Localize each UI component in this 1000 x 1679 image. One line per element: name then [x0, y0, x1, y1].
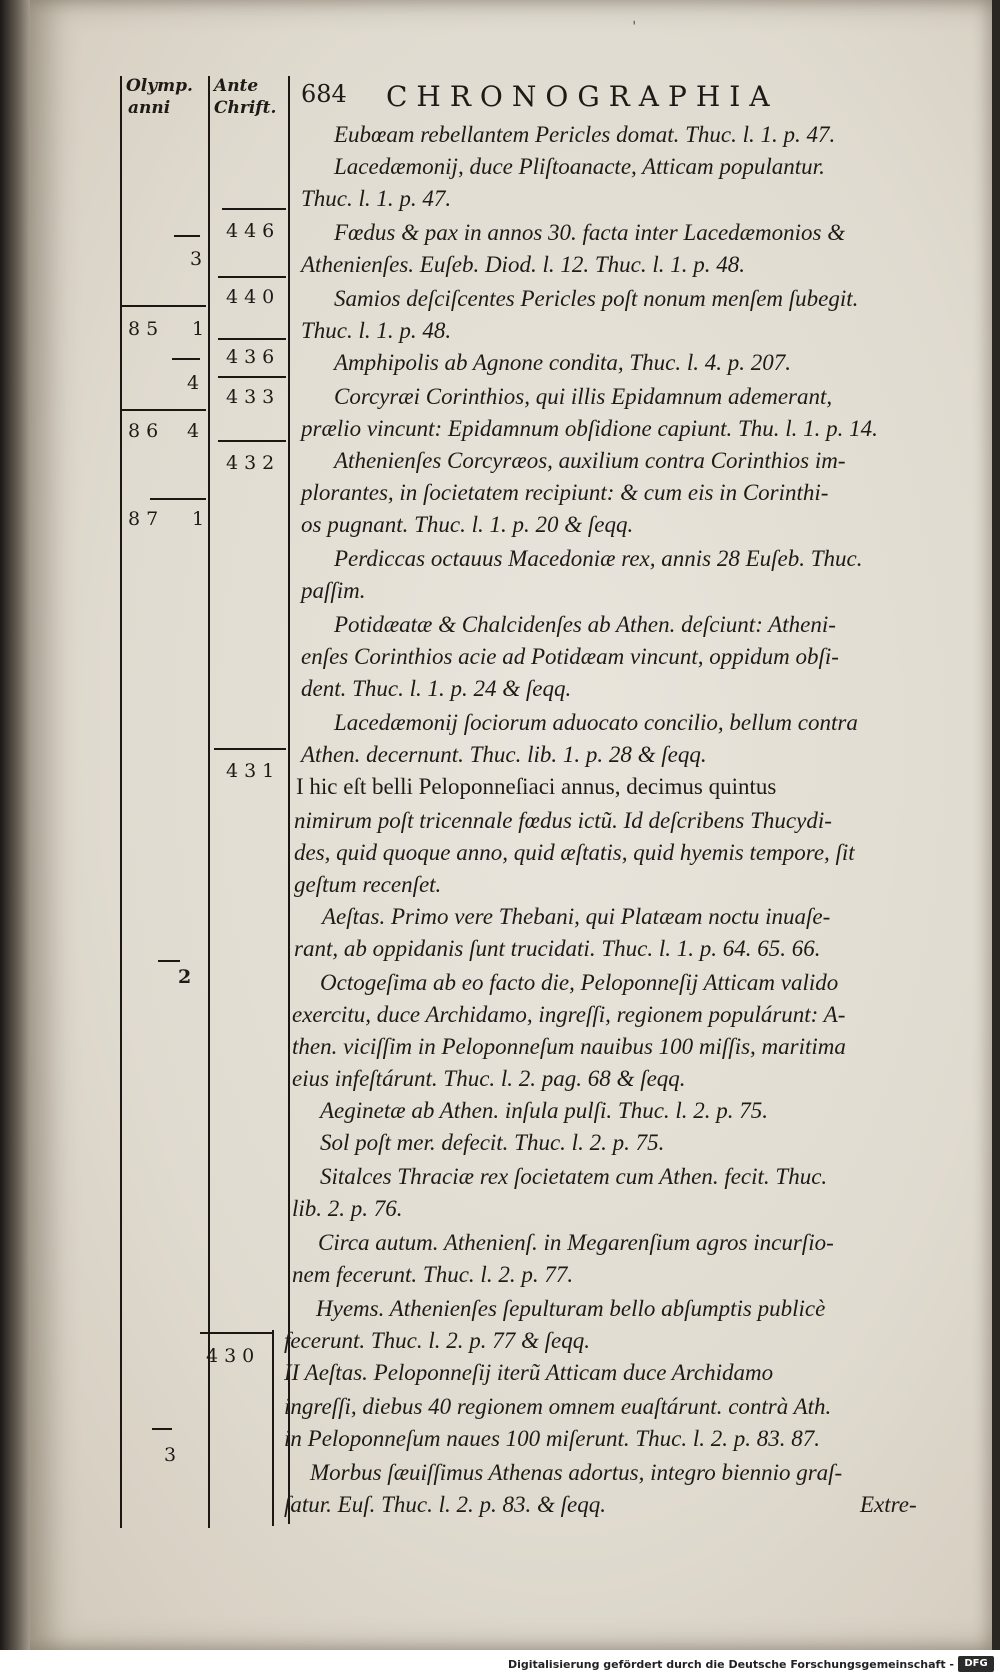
year-number: 433 [226, 386, 281, 408]
text-line: then. viciſſim in Peloponneſum nauibus 100 miſſis, maritima [292, 1034, 846, 1059]
text-line: fecerunt. Thuc. l. 2. p. 77 & ſeqq. [284, 1328, 590, 1353]
olympiad-separator [122, 305, 206, 307]
print-mark: ˈ [632, 18, 637, 37]
text-line: nem fecerunt. Thuc. l. 2. p. 77. [292, 1262, 574, 1287]
year-number: 431 [226, 760, 281, 782]
footer-bar [0, 1650, 1000, 1679]
olympiad-year: 1 [192, 508, 211, 530]
text-line: Lacedæmonij, duce Pliſtoanacte, Atticam populantur. [334, 154, 825, 179]
text-line: II Aeſtas. Peloponneſij iterũ Atticam duce Archidamo [284, 1360, 774, 1385]
text-line: prælio vincunt: Epidamnum obſidione capiunt. Thu. l. 1. p. 14. [301, 416, 878, 441]
year-column-rule-inner [272, 1330, 274, 1526]
text-line: exercitu, duce Archidamo, ingreſſi, regionem populárunt: A- [292, 1002, 846, 1027]
text-line: plorantes, in ſocietatem recipiunt: & cum eis in Corinthi- [301, 480, 829, 505]
olympiad-number: 85 [128, 318, 165, 340]
text-line: dent. Thuc. l. 1. p. 24 & ſeqq. [301, 676, 572, 701]
text-line: Fœdus & pax in annos 30. facta inter Lacedæmonios & [334, 220, 846, 245]
olympiad-year: 3 [164, 1444, 183, 1466]
olympiad-year: 4 [187, 372, 206, 394]
left-margin-rule [120, 76, 122, 1528]
year-dash [172, 358, 200, 360]
column-heading-christ: Chrift. [214, 98, 277, 118]
text-line: Aeſtas. Primo vere Thebani, qui Platæam noctu inuaſe- [322, 904, 831, 929]
text-line: paſſim. [301, 578, 366, 603]
year-separator [200, 1332, 272, 1334]
year-separator [214, 748, 286, 750]
text-line: Samios deſciſcentes Pericles poſt nonum menſem ſubegit. [334, 286, 859, 311]
text-line: des, quid quoque anno, quid æſtatis, quid hyemis tempore, ſit [294, 840, 855, 865]
page-number: 684 [301, 80, 347, 108]
olympiad-separator [150, 498, 206, 500]
year-number: 446 [226, 220, 281, 242]
text-line: geſtum recenſet. [294, 872, 442, 897]
text-line: Thuc. l. 1. p. 48. [301, 318, 452, 343]
text-line: Morbus ſæuiſſimus Athenas adortus, integro biennio graſ- [310, 1460, 843, 1485]
column-heading-ante: Ante [214, 76, 259, 96]
column-heading-anni: anni [128, 98, 171, 118]
text-line: Circa autum. Athenienſ. in Megarenſium agros incurſio- [318, 1230, 834, 1255]
olympiad-year: 4 [187, 420, 206, 442]
year-separator [218, 440, 286, 442]
text-line: Hyems. Athenienſes ſepulturam bello abſumptis publicè [316, 1296, 826, 1321]
text-line: Potidæatæ & Chalcidenſes ab Athen. deſciunt: Atheni- [334, 612, 836, 637]
year-separator [218, 338, 286, 340]
text-line: enſes Corinthios acie ad Potidæam vincunt, oppidum obſi- [301, 644, 839, 669]
text-line: I hic eſt belli Peloponneſiaci annus, decimus quintus [296, 774, 777, 799]
text-line: eius infeſtárunt. Thuc. l. 2. pag. 68 & ſeqq. [292, 1066, 686, 1091]
year-separator [218, 376, 286, 378]
olympiad-column-rule [208, 76, 210, 1528]
olympiad-year: 2 [178, 966, 198, 988]
year-number: 440 [226, 286, 281, 308]
text-line: in Peloponneſum naues 100 miſerunt. Thuc. l. 2. p. 83. 87. [284, 1426, 820, 1451]
footer-credit: Digitalisierung gefördert durch die Deutsche Forschungsgemeinschaft - [507, 1658, 954, 1671]
text-line: ingreſſi, diebus 40 regionem omnem euaſtárunt. contrà Ath. [284, 1394, 832, 1419]
text-line: Lacedæmonij ſociorum aduocato concilio, bellum contra [334, 710, 858, 735]
column-heading-olympiad: Olymp. [126, 76, 193, 96]
year-separator [218, 276, 286, 278]
text-line: nimirum poſt tricennale fœdus ictũ. Id deſcribens Thucydi- [294, 808, 832, 833]
page-title: CHRONOGRAPHIA [386, 80, 779, 113]
book-spine [0, 0, 34, 1679]
text-line: Corcyræi Corinthios, qui illis Epidamnum ademerant, [334, 384, 833, 409]
text-line: Sitalces Thraciæ rex ſocietatem cum Athen. fecit. Thuc. [320, 1164, 828, 1189]
olympiad-year: 3 [190, 248, 209, 270]
olympiad-number: 86 [128, 420, 165, 442]
text-line: lib. 2. p. 76. [292, 1196, 403, 1221]
year-number: 432 [226, 452, 281, 474]
text-line: Athenienſes. Euſeb. Diod. l. 12. Thuc. l. 1. p. 48. [301, 252, 745, 277]
year-dash [174, 235, 200, 237]
year-dash [152, 1428, 172, 1430]
text-line: Athenienſes Corcyræos, auxilium contra Corinthios im- [334, 448, 846, 473]
year-number: 436 [226, 346, 281, 368]
text-line: rant, ab oppidanis ſunt trucidati. Thuc. l. 1. p. 64. 65. 66. [294, 936, 821, 961]
year-number: 430 [206, 1345, 261, 1367]
olympiad-separator [122, 409, 206, 411]
year-separator [222, 208, 286, 210]
text-line: Athen. decernunt. Thuc. lib. 1. p. 28 & ſeqq. [301, 742, 707, 767]
text-line: Eubœam rebellantem Pericles domat. Thuc. l. 1. p. 47. [334, 122, 836, 147]
olympiad-number: 87 [128, 508, 165, 530]
text-line: Thuc. l. 1. p. 47. [301, 186, 452, 211]
catchword: Extre- [860, 1492, 917, 1517]
text-line: ſatur. Euſ. Thuc. l. 2. p. 83. & ſeqq. [284, 1492, 606, 1517]
text-line: Octogeſima ab eo facto die, Peloponneſij Atticam valido [320, 970, 839, 995]
year-dash [158, 960, 180, 962]
text-line: Aeginetæ ab Athen. inſula pulſi. Thuc. l. 2. p. 75. [320, 1098, 769, 1123]
dfg-logo: DFG [958, 1656, 994, 1672]
text-line: Sol poſt mer. defecit. Thuc. l. 2. p. 75. [320, 1130, 665, 1155]
text-line: Perdiccas octauus Macedoniæ rex, annis 28 Euſeb. Thuc. [334, 546, 863, 571]
olympiad-year: 1 [192, 318, 211, 340]
year-column-rule [288, 76, 290, 1524]
text-line: Amphipolis ab Agnone condita, Thuc. l. 4. p. 207. [334, 350, 792, 375]
text-line: os pugnant. Thuc. l. 1. p. 20 & ſeqq. [301, 512, 634, 537]
